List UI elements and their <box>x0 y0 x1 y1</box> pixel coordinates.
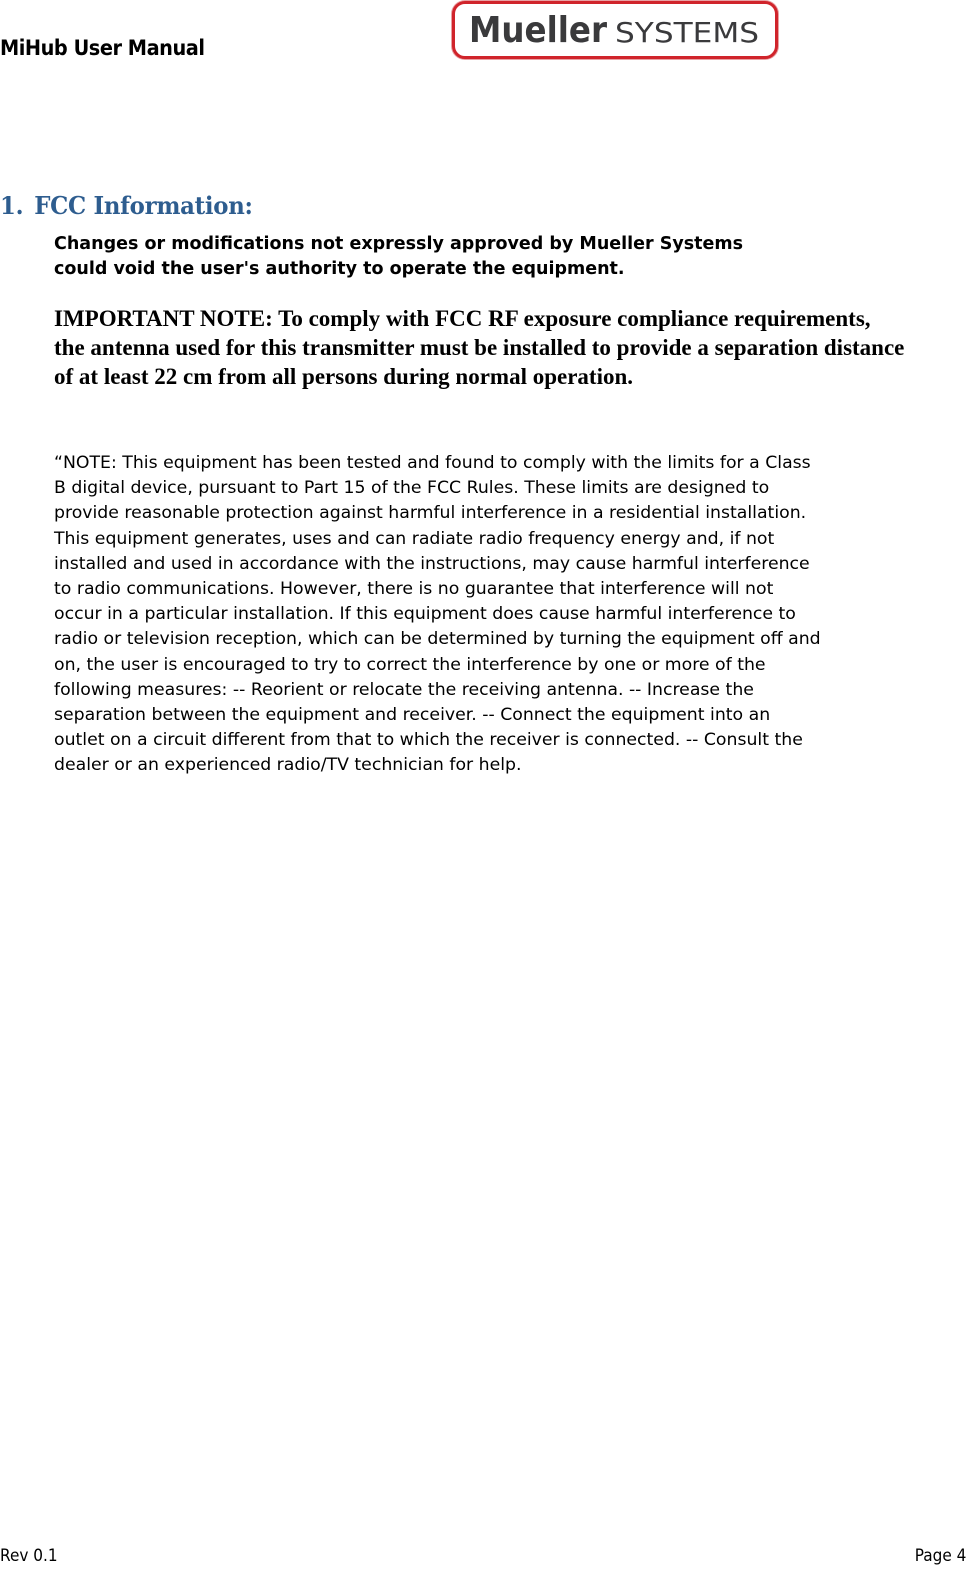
footer-page-number: Page 4 <box>914 1546 966 1566</box>
fcc-part15-note <box>54 451 979 779</box>
logo-sub-text: SYSTEMS <box>615 16 759 49</box>
fcc-note-line: on, the user is encouraged to try to correct the interference by one or more of the <box>54 654 766 675</box>
warning-line: could void the user's authority to operate the equipment. <box>54 259 625 279</box>
important-line: of at least 22 cm from all persons during normal operation. <box>54 364 634 389</box>
fcc-note-line: installed and used in accordance with the instructions, may cause harmful interference <box>54 553 810 574</box>
fcc-note-line: outlet on a circuit different from that to which the receiver is connected. -- Consult the <box>54 730 803 751</box>
section-number: 1. <box>0 191 24 220</box>
fcc-note-line: radio or television reception, which can be determined by turning the equipment off and <box>54 629 821 650</box>
section-heading <box>0 191 253 220</box>
fcc-note-line: This equipment generates, uses and can radiate radio frequency energy and, if not <box>54 528 775 549</box>
important-line: the antenna used for this transmitter must be installed to provide a separation distance <box>54 335 905 360</box>
section-title: FCC Information: <box>34 191 253 220</box>
warning-line: Changes or modifications not expressly approved by Mueller Systems <box>54 234 744 254</box>
mueller-systems-logo <box>452 1 778 59</box>
fcc-note-line: B digital device, pursuant to Part 15 of the FCC Rules. These limits are designed to <box>54 478 770 499</box>
important-line: IMPORTANT NOTE: To comply with FCC RF exposure compliance requirements, <box>54 306 871 331</box>
modification-warning <box>54 232 934 282</box>
footer-revision: Rev 0.1 <box>0 1546 58 1566</box>
fcc-note-line: following measures: -- Reorient or relocate the receiving antenna. -- Increase the <box>54 679 754 700</box>
fcc-note-line: “NOTE: This equipment has been tested and found to comply with the limits for a Class <box>54 453 811 473</box>
manual-title: MiHub User Manual <box>0 36 205 60</box>
fcc-note-line: separation between the equipment and receiver. -- Connect the equipment into an <box>54 705 771 726</box>
fcc-note-line: dealer or an experienced radio/TV technician for help. <box>54 755 522 776</box>
logo-graphic <box>455 4 775 56</box>
rf-exposure-note <box>54 304 979 391</box>
fcc-note-line: to radio communications. However, there is no guarantee that interference will not <box>54 579 774 600</box>
fcc-note-line: provide reasonable protection against harmful interference in a residential installation. <box>54 503 807 524</box>
fcc-note-line: occur in a particular installation. If this equipment does cause harmful interference to <box>54 604 796 625</box>
logo-main-text: Mueller <box>469 10 608 51</box>
